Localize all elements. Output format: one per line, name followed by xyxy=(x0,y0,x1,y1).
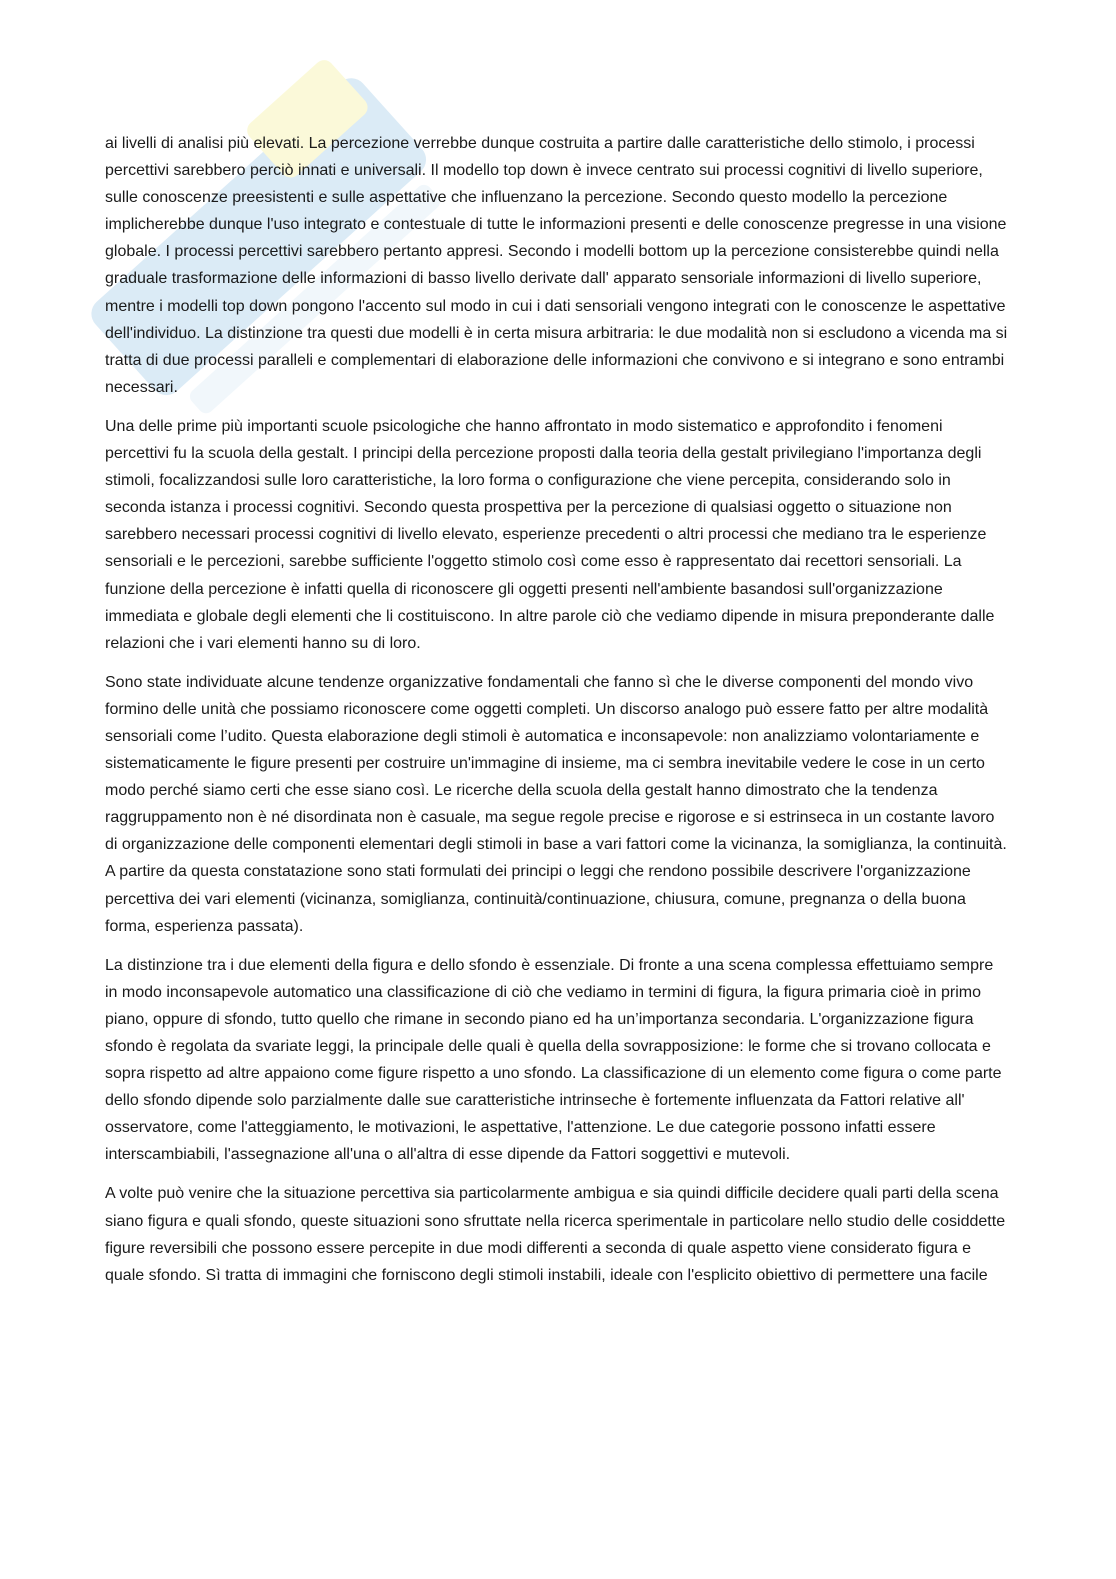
paragraph-5: A volte può venire che la situazione percettiva sia particolarmente ambigua e sia quindi difficile decidere quali parti della scena siano figura e quali sfondo, queste situazioni sono sfruttate nella ricerca sperimentale in particolare nello studio delle cosiddette figure reversibili che possono essere percepite in due modi differenti a seconda di quale aspetto viene considerato figura e quale sfondo. Sì tratta di immagini che forniscono degli stimoli instabili, ideale con l'esplicito obiettivo di permettere una facile xyxy=(105,1185,1006,1284)
paragraph-1: ai livelli di analisi più elevati. La percezione verrebbe dunque costruita a partire dalle caratteristiche dello stimolo, i processi percettivi sarebbero perciò innati e universali. Il modello top down è invece centrato sui processi cognitivi di livello superiore, sulle conoscenze preesistenti e sulle aspettative che influenzano la percezione. Secondo questo modello la percezione implicherebbe dunque l'uso integrato e contestuale di tutte le informazioni presenti e delle conoscenze pregresse in una visione globale. I processi percettivi sarebbero pertanto appresi. Secondo i modelli bottom up la percezione consisterebbe quindi nella graduale trasformazione delle informazioni di basso livello derivate dall' apparato sensoriale informazioni di livello superiore, mentre i modelli top down pongono l'accento sul modo in cui i dati sensoriali vengono integrati con le conoscenze le aspettative dell'individuo. La distinzione tra questi due modelli è in certa misura arbitraria: le due modalità non si escludono a vicenda ma si tratta di due processi paralleli e complementari di elaborazione delle informazioni che convivono e si integrano e sono entrambi necessari. xyxy=(105,135,1008,396)
document-page xyxy=(105,130,1010,1301)
paragraph-3: Sono state individuate alcune tendenze organizzative fondamentali che fanno sì che le diverse componenti del mondo vivo formino delle unità che possiamo riconoscere come oggetti completi. Un discorso analogo può essere fatto per altre modalità sensoriali come l’udito. Questa elaborazione degli stimoli è automatica e inconsapevole: non analizziamo volontariamente e sistematicamente le figure presenti per costruire un'immagine di insieme, ma ci sembra inevitabile vedere le cose in un certo modo perché siamo certi che esse siano così. Le ricerche della scuola della gestalt hanno dimostrato che la tendenza raggruppamento non è né disordinata non è casuale, ma segue regole precise e rigorose e si estrinseca in un costante lavoro di organizzazione delle componenti elementari degli stimoli in base a vari fattori come la vicinanza, la somiglianza, la continuità. A partire da questa constatazione sono stati formulati dei principi o leggi che rendono possibile descrivere l'organizzazione percettiva dei vari elementi (vicinanza, somiglianza, continuità/continuazione, chiusura, comune, pregnanza o della buona forma, esperienza passata). xyxy=(105,673,1007,935)
paragraph-2: Una delle prime più importanti scuole psicologiche che hanno affrontato in modo sistematico e approfondito i fenomeni percettivi fu la scuola della gestalt. I principi della percezione proposti dalla teoria della gestalt privilegiano l'importanza degli stimoli, focalizzandosi sulle loro caratteristiche, la loro forma o configurazione che viene percepita, considerando solo in seconda istanza i processi cognitivi. Secondo questa prospettiva per la percezione di qualsiasi oggetto o situazione non sarebbero necessari processi cognitivi di livello elevato, esperienze precedenti o altri processi che mediano tra le esperienze sensoriali e le percezioni, sarebbe sufficiente l'oggetto stimolo così come esso è rappresentato dai recettori sensoriali. La funzione della percezione è infatti quella di riconoscere gli oggetti presenti nell'ambiente basandosi sull'organizzazione immediata e globale degli elementi che li costituiscono. In altre parole ciò che vediamo dipende in misura preponderante dalle relazioni che i vari elementi hanno su di loro. xyxy=(105,417,995,652)
paragraph-4: La distinzione tra i due elementi della figura e dello sfondo è essenziale. Di fronte a una scena complessa effettuiamo sempre in modo inconsapevole automatico una classificazione di ciò che vediamo in termini di figura, la figura primaria cioè in primo piano, oppure di sfondo, tutto quello che rimane in secondo piano ed ha un’importanza secondaria. L'organizzazione figura sfondo è regolata da svariate leggi, la principale delle quali è quella della sovrapposizione: le forme che si trovano collocata e sopra rispetto ad altre appaiono come figure rispetto a uno sfondo. La classificazione di un elemento come figura o come parte dello sfondo dipende solo parzialmente dalle sue caratteristiche intrinseche è fortemente influenzata da Fattori relative all' osservatore, come l'atteggiamento, le motivazioni, le aspettative, l'attenzione. Le due categorie possono infatti essere interscambiabili, l'assegnazione all'una o all'altra di esse dipende da Fattori soggettivi e mutevoli. xyxy=(105,956,1002,1164)
